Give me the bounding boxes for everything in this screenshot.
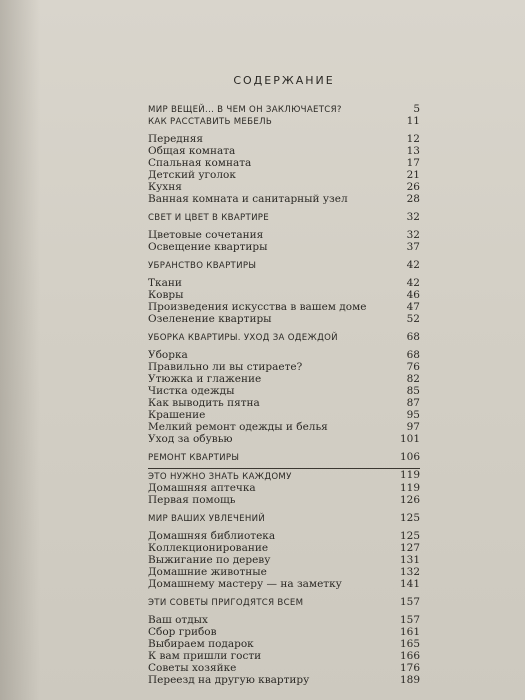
toc-entry-page: 126	[399, 494, 420, 506]
toc-entry	[148, 554, 420, 566]
toc-section	[148, 103, 420, 115]
toc-entry	[148, 145, 420, 157]
toc-entry-label: Спальная комната	[148, 157, 252, 169]
toc-entry	[148, 433, 420, 445]
toc-entry-label: Мелкий ремонт одежды и белья	[148, 421, 328, 433]
toc-entry-label: Ванная комната и санитарный узел	[148, 193, 348, 205]
toc-entry-page: 82	[406, 373, 420, 385]
toc-entry	[148, 157, 420, 169]
toc-entry-label: Чистка одежды	[148, 385, 235, 397]
toc-entry-page: 131	[399, 554, 420, 566]
toc-entry	[148, 530, 420, 542]
toc-entry	[148, 662, 420, 674]
toc-entry-page: 32	[406, 229, 420, 241]
toc-entry	[148, 277, 420, 289]
toc-entry	[148, 397, 420, 409]
toc-entry-label: Ваш отдых	[148, 614, 208, 626]
toc-entry	[148, 409, 420, 421]
toc-entry-page: 95	[406, 409, 420, 421]
toc-entry-label: Правильно ли вы стираете?	[148, 361, 303, 373]
toc-entry-label: Озеленение квартиры	[148, 313, 272, 325]
toc-entry-page: 119	[399, 482, 420, 494]
toc-entry-label: Как выводить пятна	[148, 397, 260, 409]
toc-entry-page: 52	[406, 313, 420, 325]
toc-entry-label: ЭТИ СОВЕТЫ ПРИГОДЯТСЯ ВСЕМ	[148, 598, 304, 608]
toc-entry-label: Освещение квартиры	[148, 241, 268, 253]
toc-entry	[148, 313, 420, 325]
toc-entry-page: 132	[399, 566, 420, 578]
toc-entry-page: 17	[406, 157, 420, 169]
toc-entry-page: 97	[406, 421, 420, 433]
toc-entry-page: 32	[406, 211, 420, 223]
toc-entry-page: 76	[406, 361, 420, 373]
toc-entry-page: 101	[399, 433, 420, 445]
toc-entry-label: Советы хозяйке	[148, 662, 237, 674]
toc-entry-label: Детский уголок	[148, 169, 236, 181]
toc-entry-page: 157	[399, 596, 420, 608]
toc-entry-label: Домашние животные	[148, 566, 267, 578]
toc-entry	[148, 482, 420, 494]
toc-entry-label: Передняя	[148, 133, 204, 145]
toc-section	[148, 512, 420, 524]
toc-section	[148, 211, 420, 223]
toc-entry-label: Сбор грибов	[148, 626, 217, 638]
toc-entry	[148, 421, 420, 433]
toc-entry	[148, 169, 420, 181]
toc-entry-page: 13	[406, 145, 420, 157]
toc-entry-label: К вам пришли гости	[148, 650, 262, 662]
toc-entry-label: Общая комната	[148, 145, 236, 157]
toc-entry-label: Цветовые сочетания	[148, 229, 264, 241]
toc-entry-label: МИР ВЕЩЕЙ... В ЧЕМ ОН ЗАКЛЮЧАЕТСЯ?	[148, 105, 342, 115]
toc-entry-label: Кухня	[148, 181, 182, 193]
toc-entry-label: Домашняя библиотека	[148, 530, 276, 542]
toc-entry-page: 68	[406, 349, 420, 361]
toc-entry-label: Уборка	[148, 349, 188, 361]
toc-entry	[148, 229, 420, 241]
toc-entry	[148, 614, 420, 626]
toc-entry	[148, 385, 420, 397]
toc-entry-page: 119	[399, 469, 420, 481]
toc-section	[148, 468, 420, 482]
toc-entry-label: Произведения искусства в вашем доме	[148, 301, 367, 313]
toc-entry	[148, 193, 420, 205]
toc-entry-label: Первая помощь	[148, 494, 236, 506]
toc-entry	[148, 638, 420, 650]
toc-entry-page: 47	[406, 301, 420, 313]
toc-entry	[148, 626, 420, 638]
toc-entry-page: 5	[413, 103, 420, 115]
toc-entry-page: 161	[399, 626, 420, 638]
toc-entry-page: 166	[399, 650, 420, 662]
toc-entry-label: Уход за обувью	[148, 433, 233, 445]
toc-entry-page: 141	[399, 578, 420, 590]
toc-entry-label: УБРАНСТВО КВАРТИРЫ	[148, 261, 257, 271]
toc-entry-label: УБОРКА КВАРТИРЫ. УХОД ЗА ОДЕЖДОЙ	[148, 333, 338, 343]
toc-entry-page: 165	[399, 638, 420, 650]
toc-entry	[148, 578, 420, 590]
toc-entry-page: 189	[399, 674, 420, 686]
toc-entry-label: Крашение	[148, 409, 206, 421]
toc-entry-label: Ковры	[148, 289, 184, 301]
toc-entry-page: 87	[406, 397, 420, 409]
toc-entry-page: 21	[406, 169, 420, 181]
toc-entry	[148, 373, 420, 385]
toc-entry	[148, 181, 420, 193]
page-edge-shadow	[0, 0, 40, 700]
toc-entry-label: Домашняя аптечка	[148, 482, 256, 494]
toc-entry-label: РЕМОНТ КВАРТИРЫ	[148, 453, 240, 463]
toc-entry-page: 106	[399, 451, 420, 463]
toc-entry-page: 42	[406, 259, 420, 271]
toc-entry	[148, 674, 420, 686]
toc-entry	[148, 566, 420, 578]
toc-entry-page: 37	[406, 241, 420, 253]
toc-entry-page: 125	[399, 530, 420, 542]
toc-entry-label: КАК РАССТАВИТЬ МЕБЕЛЬ	[148, 117, 273, 127]
toc-entry-page: 68	[406, 331, 420, 343]
toc-section	[148, 259, 420, 271]
toc-entry	[148, 494, 420, 506]
toc-entry-page: 125	[399, 512, 420, 524]
toc-section	[148, 596, 420, 608]
toc-entry	[148, 241, 420, 253]
toc-entry	[148, 650, 420, 662]
toc-entry-page: 12	[406, 133, 420, 145]
toc-entry-label: Переезд на другую квартиру	[148, 674, 310, 686]
toc-entry-label: МИР ВАШИХ УВЛЕЧЕНИЙ	[148, 514, 266, 524]
toc-title: СОДЕРЖАНИЕ	[233, 74, 335, 87]
toc-entry	[148, 361, 420, 373]
table-of-contents	[148, 74, 420, 686]
toc-entry-page: 42	[406, 277, 420, 289]
toc-entry-label: ЭТО НУЖНО ЗНАТЬ КАЖДОМУ	[148, 472, 292, 482]
toc-entry-label: Выбираем подарок	[148, 638, 254, 650]
toc-entry	[148, 133, 420, 145]
toc-entry-page: 127	[399, 542, 420, 554]
toc-entry-page: 26	[406, 181, 420, 193]
toc-entry	[148, 301, 420, 313]
toc-entry-label: Домашнему мастеру — на заметку	[148, 578, 342, 590]
toc-entry-label: Коллекционирование	[148, 542, 269, 554]
toc-entry-page: 85	[406, 385, 420, 397]
toc-entry-page: 46	[406, 289, 420, 301]
toc-section	[148, 331, 420, 343]
toc-entry	[148, 349, 420, 361]
toc-entry-page: 157	[399, 614, 420, 626]
toc-entry-label: Выжигание по дереву	[148, 554, 271, 566]
toc-section	[148, 451, 420, 463]
toc-entry	[148, 289, 420, 301]
toc-entry	[148, 542, 420, 554]
toc-entry-label: Ткани	[148, 277, 182, 289]
toc-entry-page: 176	[399, 662, 420, 674]
toc-entry-label: СВЕТ И ЦВЕТ В КВАРТИРЕ	[148, 213, 270, 223]
toc-entry-page: 28	[406, 193, 420, 205]
toc-section	[148, 115, 420, 127]
toc-entry-page: 11	[406, 115, 420, 127]
toc-entry-label: Утюжка и глажение	[148, 373, 262, 385]
